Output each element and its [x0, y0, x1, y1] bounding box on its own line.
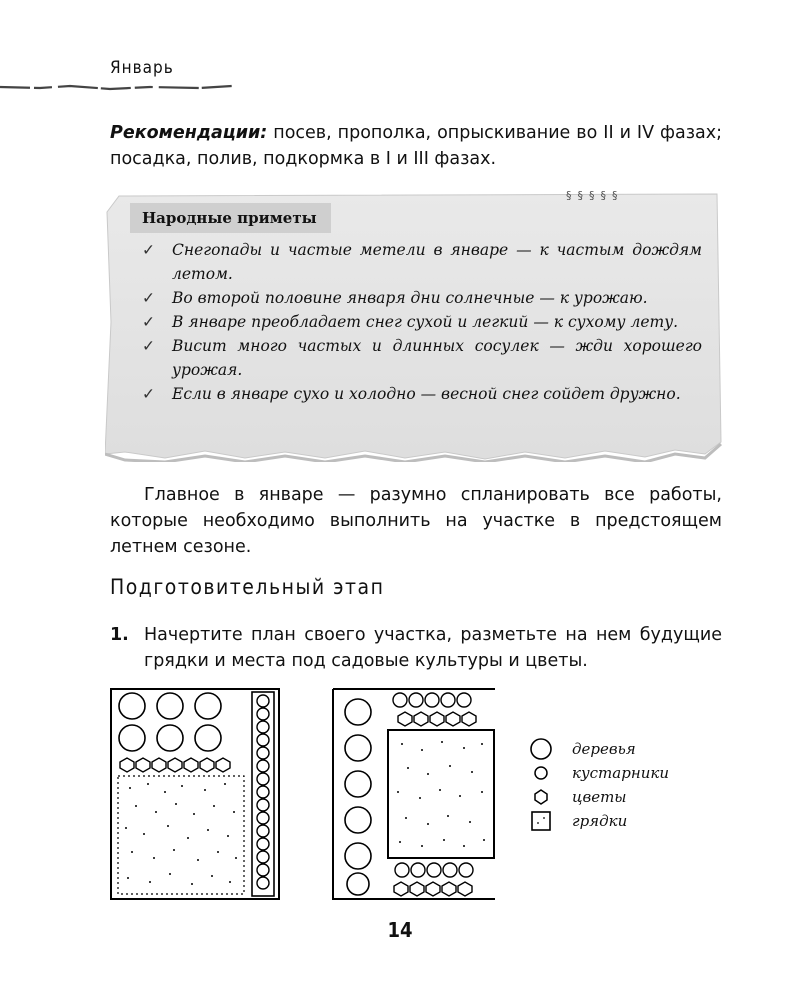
- checkmark-icon: ✓: [142, 313, 155, 331]
- signs-list: [142, 238, 702, 406]
- plan-legend: [528, 737, 669, 833]
- step-number: 1.: [110, 625, 129, 645]
- main-paragraph: Главное в январе — разумно спланировать все работы, которые необходимо выполнить на участке в предстоящем летнем сезоне.: [110, 485, 722, 557]
- list-item: ✓ Во второй половине января дни солнечные — к урожаю.: [142, 286, 702, 310]
- signs-title: Народные приметы: [130, 203, 331, 233]
- step-1: [110, 622, 722, 674]
- list-item: ✓ Снегопады и частые метели в январе — к частым дождям летом.: [142, 238, 702, 286]
- flower-row: [120, 758, 230, 772]
- recommendations-label: Рекомендации:: [110, 123, 268, 143]
- legend-item: кустарники: [528, 761, 669, 785]
- chapter-header: Январь: [110, 58, 174, 78]
- list-item: ✓ Висит много частых и длинных сосулек — жди хорошего урожая.: [142, 334, 702, 382]
- paper-clips-icon: §§§§§: [566, 189, 624, 202]
- garden-bed-icon: [528, 809, 558, 833]
- garden-plan-right: [332, 688, 497, 900]
- flower-hexagon-icon: [528, 785, 558, 809]
- recommendations-paragraph: [110, 120, 722, 172]
- bed-texture: [125, 783, 237, 885]
- shrub-circle-icon: [528, 761, 558, 785]
- step-text: Начертите план своего участка, разметьте на нем будущие грядки и места под садовые культуры и цветы.: [144, 625, 722, 671]
- page-number: 14: [387, 918, 413, 942]
- list-item: ✓ В январе преобладает снег сухой и легкий — к сухому лету.: [142, 310, 702, 334]
- checkmark-icon: ✓: [142, 289, 155, 307]
- checkmark-icon: ✓: [142, 385, 155, 403]
- legend-item: деревья: [528, 737, 669, 761]
- header-underline: [0, 82, 240, 92]
- legend-item: цветы: [528, 785, 669, 809]
- tree-circle-icon: [528, 737, 558, 761]
- legend-item: грядки: [528, 809, 669, 833]
- checkmark-icon: ✓: [142, 337, 155, 355]
- section-title: Подготовительный этап: [110, 575, 385, 599]
- list-item: ✓ Если в январе сухо и холодно — весной снег сойдет дружно.: [142, 382, 702, 406]
- garden-plan-left: [110, 688, 280, 900]
- recommendations-text: посев, прополка, опрыскивание во II и IV фазах; посадка, полив, подкормка в I и III фазах.: [110, 123, 722, 169]
- checkmark-icon: ✓: [142, 241, 155, 259]
